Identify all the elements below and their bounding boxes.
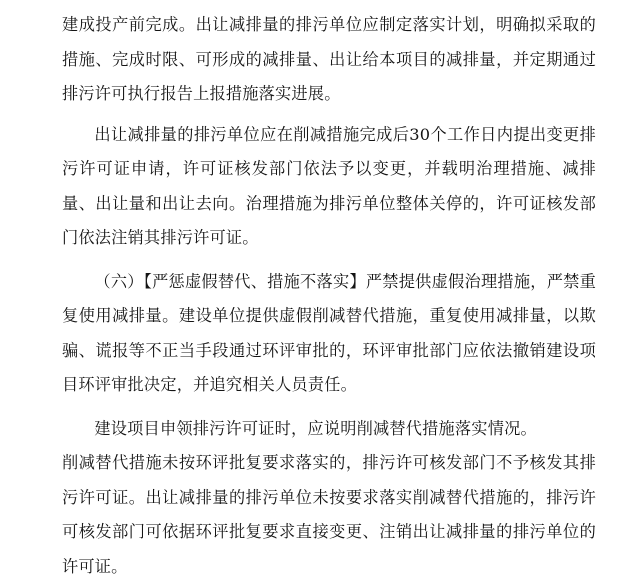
paragraph-spacer [62, 403, 596, 412]
paragraph-2: 出让减排量的排污单位应在削减措施完成后30个工作日内提出变更排污许可证申请，许可证核发部门依法予以变更，并载明治理措施、减排量、出让量和出让去向。治理措施为排污单位整体关停的，许可证核发部门依法注销其排污许可证。 [62, 124, 596, 247]
paragraph-4: 建设项目申领排污许可证时，应说明削减替代措施落实情况。 [94, 418, 537, 438]
paragraph-3-section-six: （六）【严惩虚假替代、措施不落实】严禁提供虚假治理措施，严禁重复使用减排量。建设单位提供虚假削减替代措施，重复使用减排量，以欺骗、谎报等不正当手段通过环评审批的，环评审批部门应依法撤销建设项目环评审批决定，并追究相关人员责任。 [62, 271, 596, 394]
document-body [62, 8, 596, 584]
paragraph-spacer [62, 256, 596, 265]
paragraph-1: 建成投产前完成。出让减排量的排污单位应制定落实计划，明确拟采取的措施、完成时限、可形成的减排量、出让给本项目的减排量，并定期通过排污许可执行报告上报措施落实进展。 [62, 15, 596, 103]
paragraph-5: 削减替代措施未按环评批复要求落实的，排污许可核发部门不予核发其排污许可证。出让减排量的排污单位未按要求落实削减替代措施的，排污许可核发部门可依据环评批复要求直接变更、注销出让减排量的排污单位的许可证。 [62, 453, 596, 576]
